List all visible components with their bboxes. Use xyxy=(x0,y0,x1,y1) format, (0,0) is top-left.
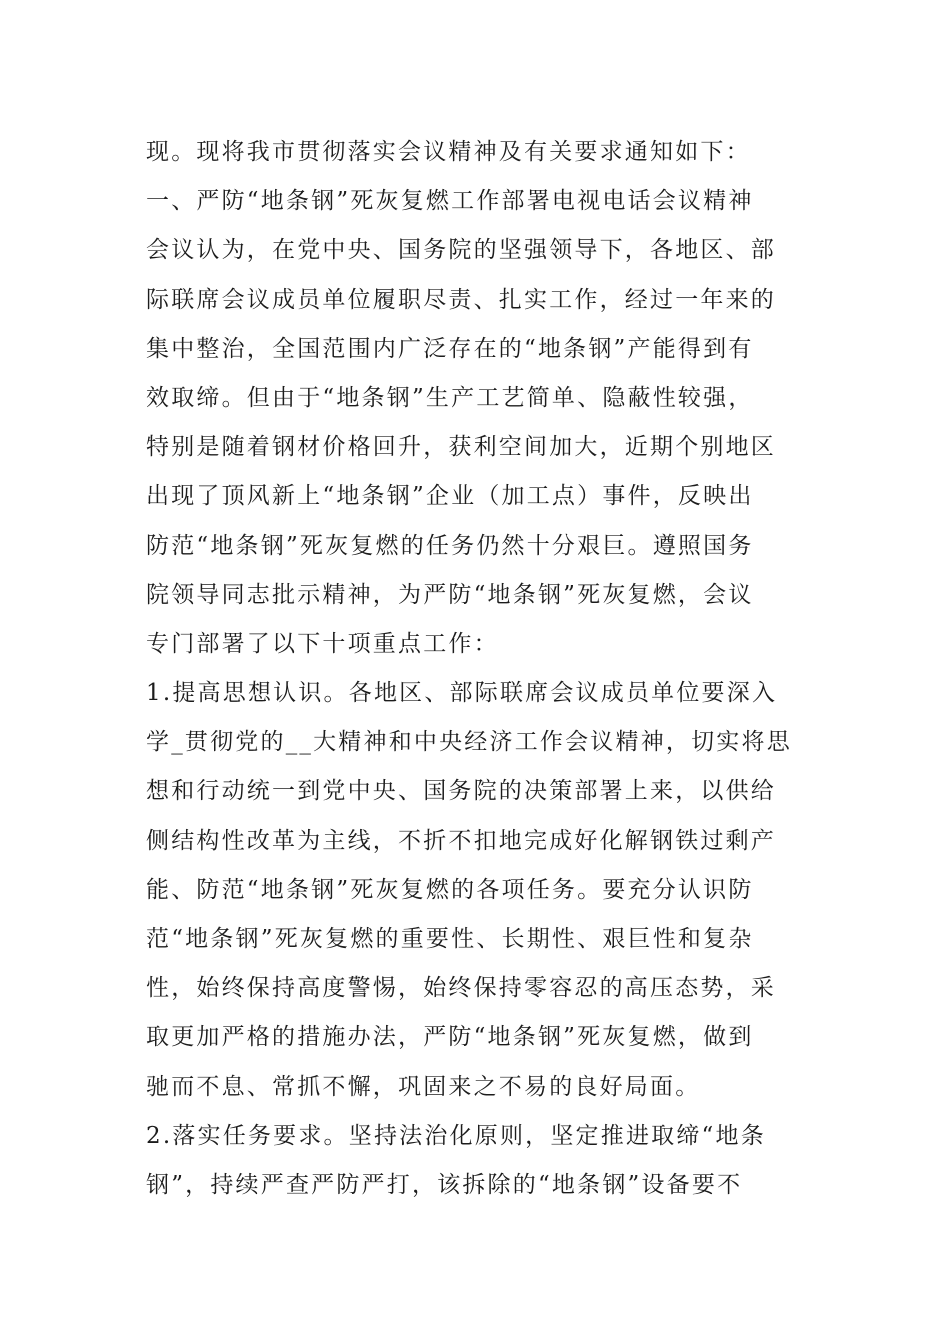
numbered-item-start: 1.提高思想认识。各地区、部际联席会议成员单位要深入 xyxy=(146,680,778,707)
text-line: 集中整治，全国范围内广泛存在的“地条钢”产能得到有 xyxy=(146,335,754,362)
numbered-item-start: 2.落实任务要求。坚持法治化原则，坚定推进取缔“地条 xyxy=(146,1122,766,1149)
text-line: 范“地条钢”死灰复燃的重要性、长期性、艰巨性和复杂 xyxy=(146,926,754,952)
text-line: 院领导同志批示精神，为严防“地条钢”死灰复燃，会议 xyxy=(146,581,754,608)
section-heading: 一、严防“地条钢”死灰复燃工作部署电视电话会议精神 xyxy=(146,188,754,215)
text-line: 出现了顶风新上“地条钢”企业（加工点）事件，反映出 xyxy=(146,483,754,510)
text-line: 能、防范“地条钢”死灰复燃的各项任务。要充分认识防 xyxy=(146,876,754,903)
text-line: 会议认为，在党中央、国务院的坚强领导下，各地区、部 xyxy=(146,237,776,264)
text-line: 学_贯彻党的__大精神和中央经济工作会议精神，切实将思 xyxy=(146,729,792,756)
text-line: 钢”，持续严查严防严打，该拆除的“地条钢”设备要不 xyxy=(146,1171,743,1198)
text-line: 取更加严格的措施办法，严防“地条钢”死灰复燃，做到 xyxy=(146,1024,754,1051)
text-line: 侧结构性改革为主线，不折不扣地完成好化解钢铁过剩产 xyxy=(146,827,776,854)
text-line: 际联席会议成员单位履职尽责、扎实工作，经过一年来的 xyxy=(146,286,776,313)
text-line: 专门部署了以下十项重点工作： xyxy=(146,630,499,657)
text-line: 想和行动统一到党中央、国务院的决策部署上来，以供给 xyxy=(146,778,776,805)
document-body xyxy=(146,128,811,1210)
text-line: 驰而不息、常抓不懈，巩固来之不易的良好局面。 xyxy=(146,1073,701,1100)
text-line: 性，始终保持高度警惕，始终保持零容忍的高压态势，采 xyxy=(146,975,776,1002)
text-line: 效取缔。但由于“地条钢”生产工艺简单、隐蔽性较强， xyxy=(146,384,754,411)
text-line: 现。现将我市贯彻落实会议精神及有关要求通知如下： xyxy=(146,139,751,165)
text-line: 防范“地条钢”死灰复燃的任务仍然十分艰巨。遵照国务 xyxy=(146,532,754,559)
text-line: 特别是随着钢材价格回升，获利空间加大，近期个别地区 xyxy=(146,434,776,461)
